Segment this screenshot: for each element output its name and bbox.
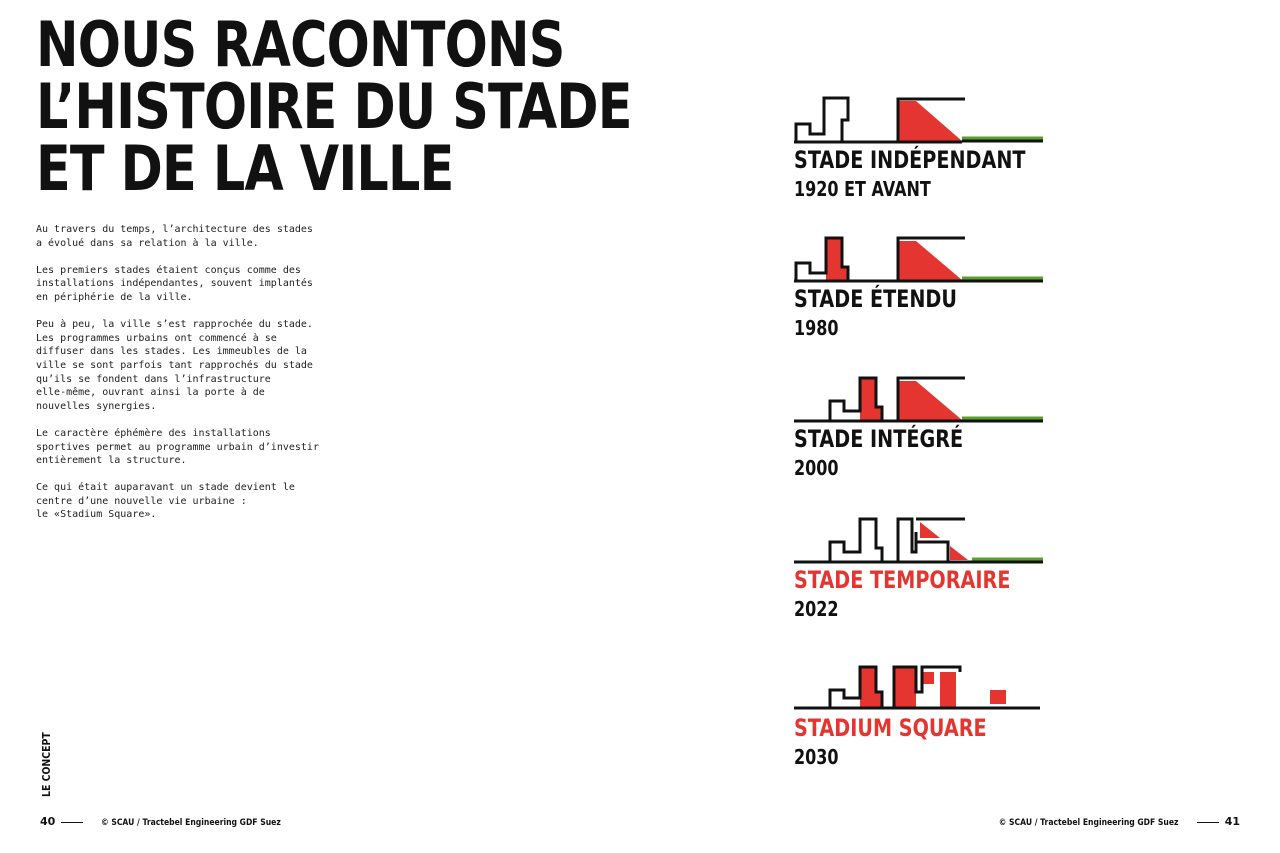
page-number-left: 40 — [40, 815, 56, 828]
text-line: Les programmes urbains ont commencé à se — [36, 332, 277, 344]
text-line: Les premiers stades étaient conçus comme des — [36, 264, 301, 276]
footer-left — [40, 815, 313, 828]
stage-year: 1920 ET AVANT — [794, 177, 931, 201]
stage-etendu — [790, 233, 1050, 343]
text-line: diffuser dans les stades. Les immeubles de la — [36, 346, 307, 358]
stage-year: 2000 — [794, 456, 839, 480]
diagram-stade-independant-icon — [790, 94, 1050, 146]
intro-text — [36, 223, 326, 536]
stage-name: STADE INTÉGRÉ — [794, 425, 964, 453]
text-line: en périphérie de la ville. — [36, 291, 193, 303]
paragraph — [36, 318, 326, 413]
paragraph — [36, 223, 326, 250]
stage-name: STADE TEMPORAIRE — [794, 566, 1011, 594]
text-line: ville se sont parfois tant rapprochés du stade — [36, 359, 313, 371]
text-line: centre d’une nouvelle vie urbaine : — [36, 495, 247, 507]
text-line: entièrement la structure. — [36, 455, 187, 467]
title-line: L’HISTOIRE DU STADE — [36, 70, 632, 143]
text-line: Au travers du temps, l’architecture des stades — [36, 224, 313, 235]
paragraph — [36, 427, 326, 468]
diagram-stadium-square-icon — [790, 662, 1050, 714]
text-line: installations indépendantes, souvent implantés — [36, 278, 313, 290]
section-label: LE CONCEPT — [40, 732, 53, 797]
text-line: le «Stadium Square». — [36, 509, 157, 521]
text-line: elle-même, ouvrant ainsi la porte à de — [36, 387, 265, 399]
paragraph — [36, 481, 326, 522]
text-line: sportives permet au programme urbain d’investir — [36, 441, 319, 453]
title-line: ET DE LA VILLE — [36, 132, 454, 205]
stage-name: STADE ÉTENDU — [794, 285, 957, 313]
stage-year: 1980 — [794, 316, 839, 340]
diagram-stade-integre-icon — [790, 373, 1050, 425]
text-line: Ce qui était auparavant un stade devient le — [36, 482, 295, 494]
stage-name: STADIUM SQUARE — [794, 714, 987, 742]
stage-temporaire — [790, 514, 1050, 624]
stage-integre — [790, 373, 1050, 483]
footer-dash — [61, 822, 83, 823]
text-line: qu’ils se fondent dans l’infrastructure — [36, 373, 271, 385]
stage-stadium-square — [790, 662, 1050, 772]
text-line: Peu à peu, la ville s’est rapprochée du stade. — [36, 319, 313, 331]
stage-independant — [790, 94, 1050, 204]
footer-right — [967, 815, 1240, 828]
text-line: a évolué dans sa relation à la ville. — [36, 237, 259, 249]
page-number-right: 41 — [1224, 815, 1240, 828]
diagram-stade-temporaire-icon — [790, 514, 1050, 566]
title-line: NOUS RACONTONS — [36, 8, 565, 81]
copyright-left: © SCAU / Tractebel Engineering GDF Suez — [101, 818, 282, 828]
text-line: nouvelles synergies. — [36, 400, 157, 412]
footer-dash — [1197, 822, 1219, 823]
page-title — [36, 8, 632, 205]
paragraph — [36, 264, 326, 305]
copyright-right: © SCAU / Tractebel Engineering GDF Suez — [998, 818, 1179, 828]
stage-year: 2030 — [794, 745, 839, 769]
text-line: Le caractère éphémère des installations — [36, 427, 271, 439]
stage-name: STADE INDÉPENDANT — [794, 146, 1026, 174]
diagram-stade-etendu-icon — [790, 233, 1050, 285]
stage-year: 2022 — [794, 597, 839, 621]
